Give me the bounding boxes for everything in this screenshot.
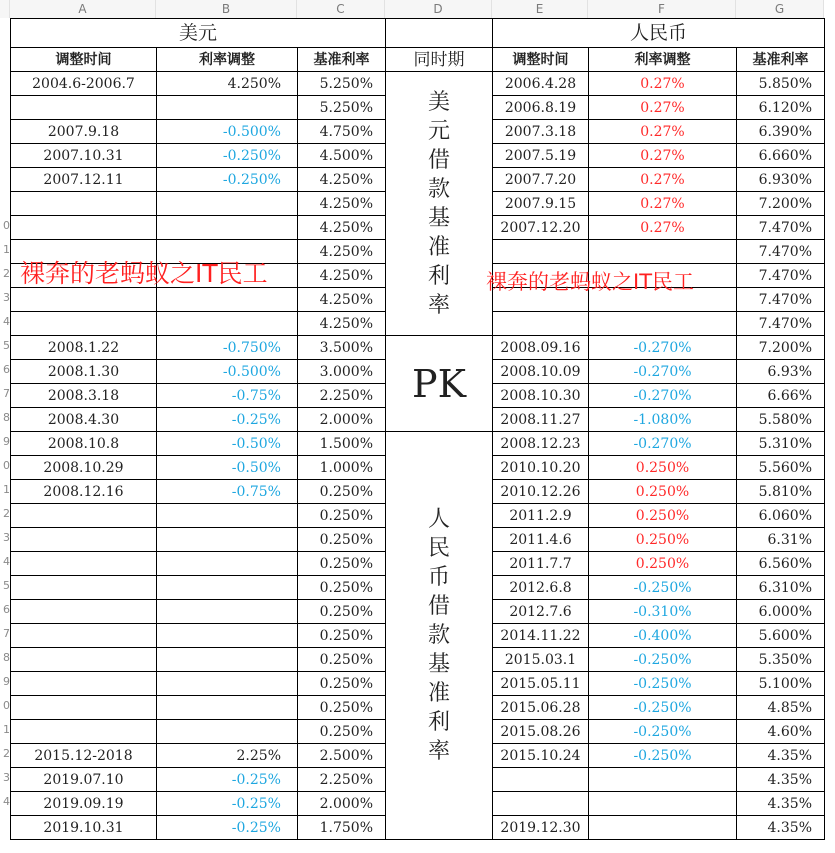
- cny-rate-adjust-cell: 0.27%: [589, 168, 737, 192]
- table-row: [11, 336, 825, 360]
- cny-base-rate-cell: 6.000%: [737, 600, 825, 624]
- usd-rate-adjust-cell: [157, 504, 298, 528]
- cny-base-rate-header: 基准利率: [737, 48, 825, 72]
- usd-rate-adjust-header: 利率调整: [157, 48, 298, 72]
- usd-adjust-time-cell: [11, 216, 157, 240]
- cny-base-rate-cell: 6.66%: [737, 384, 825, 408]
- row-number-gutter: [0, 18, 10, 814]
- usd-rate-adjust-cell: [157, 312, 298, 336]
- usd-base-rate-cell: 2.250%: [298, 768, 386, 792]
- usd-adjust-time-cell: 2008.3.18: [11, 384, 157, 408]
- usd-adjust-time-cell: 2019.07.10: [11, 768, 157, 792]
- usd-adjust-time-cell: [11, 600, 157, 624]
- cny-base-rate-cell: 5.350%: [737, 648, 825, 672]
- usd-adjust-time-cell: 2007.12.11: [11, 168, 157, 192]
- row-number: 5: [3, 339, 10, 352]
- cny-base-rate-cell: 6.390%: [737, 120, 825, 144]
- cny-adjust-time-cell: [493, 792, 589, 816]
- cny-rate-adjust-cell: -0.270%: [589, 384, 737, 408]
- cny-rate-adjust-cell: 0.250%: [589, 456, 737, 480]
- row-number: [0, 70, 10, 94]
- cny-rate-adjust-cell: 0.27%: [589, 192, 737, 216]
- cny-rate-adjust-cell: -1.080%: [589, 408, 737, 432]
- column-letter: A: [10, 0, 156, 18]
- row-number: 0: [3, 219, 10, 232]
- cny-adjust-time-cell: 2015.06.28: [493, 696, 589, 720]
- usd-rate-adjust-cell: -0.50%: [157, 456, 298, 480]
- usd-adjust-time-cell: 2007.9.18: [11, 120, 157, 144]
- cny-rate-adjust-cell: 0.27%: [589, 96, 737, 120]
- usd-base-rate-cell: 4.250%: [298, 264, 386, 288]
- cny-base-rate-cell: 7.470%: [737, 216, 825, 240]
- row-number: [0, 118, 10, 142]
- usd-base-rate-cell: 2.500%: [298, 744, 386, 768]
- row-number: [0, 142, 10, 166]
- cny-adjust-time-cell: 2015.03.1: [493, 648, 589, 672]
- usd-adjust-time-cell: 2008.10.29: [11, 456, 157, 480]
- usd-rate-adjust-cell: -0.500%: [157, 360, 298, 384]
- usd-base-rate-cell: 0.250%: [298, 504, 386, 528]
- cny-base-rate-cell: 6.93%: [737, 360, 825, 384]
- usd-base-rate-cell: 4.250%: [298, 216, 386, 240]
- cny-adjust-time-cell: 2008.11.27: [493, 408, 589, 432]
- column-letter: D: [385, 0, 492, 18]
- cny-rate-adjust-cell: -0.310%: [589, 600, 737, 624]
- cny-rate-adjust-header: 利率调整: [589, 48, 737, 72]
- row-number: 3: [3, 531, 10, 544]
- usd-base-rate-cell: 0.250%: [298, 672, 386, 696]
- cny-base-rate-cell: 6.120%: [737, 96, 825, 120]
- usd-adjust-time-cell: 2007.10.31: [11, 144, 157, 168]
- cny-base-rate-cell: 7.470%: [737, 240, 825, 264]
- row-number: 5: [3, 579, 10, 592]
- usd-rate-adjust-cell: 2.25%: [157, 744, 298, 768]
- usd-base-rate-cell: 4.750%: [298, 120, 386, 144]
- cny-base-rate-cell: 5.850%: [737, 72, 825, 96]
- cny-base-rate-cell: 4.60%: [737, 720, 825, 744]
- usd-base-rate-cell: 4.250%: [298, 288, 386, 312]
- cny-adjust-time-cell: 2019.12.30: [493, 816, 589, 840]
- usd-base-rate-cell: 0.250%: [298, 600, 386, 624]
- cny-period-label: [386, 432, 493, 840]
- usd-adjust-time-cell: 2004.6-2006.7: [11, 72, 157, 96]
- usd-base-rate-cell: 4.250%: [298, 192, 386, 216]
- row-number: 1: [3, 243, 10, 256]
- cny-base-rate-cell: 6.060%: [737, 504, 825, 528]
- cny-rate-adjust-cell: 0.250%: [589, 528, 737, 552]
- cny-adjust-time-cell: 2007.7.20: [493, 168, 589, 192]
- usd-rate-adjust-cell: -0.50%: [157, 432, 298, 456]
- cny-adjust-time-cell: 2011.7.7: [493, 552, 589, 576]
- cny-base-rate-cell: 5.310%: [737, 432, 825, 456]
- pk-label: PK: [386, 336, 493, 432]
- cny-base-rate-cell: 5.810%: [737, 480, 825, 504]
- usd-base-rate-cell: 0.250%: [298, 576, 386, 600]
- cny-base-rate-cell: 7.470%: [737, 264, 825, 288]
- row-number: 4: [3, 315, 10, 328]
- cny-adjust-time-cell: 2007.12.20: [493, 216, 589, 240]
- usd-rate-adjust-cell: -0.250%: [157, 168, 298, 192]
- usd-adjust-time-cell: 2008.1.30: [11, 360, 157, 384]
- row-number: [0, 18, 10, 46]
- cny-rate-adjust-cell: -0.250%: [589, 696, 737, 720]
- usd-adjust-time-cell: [11, 552, 157, 576]
- usd-rate-adjust-cell: -0.25%: [157, 816, 298, 840]
- cny-rate-adjust-cell: [589, 240, 737, 264]
- row-number: 0: [3, 699, 10, 712]
- column-letter: F: [588, 0, 736, 18]
- usd-rate-adjust-cell: [157, 552, 298, 576]
- row-number: 1: [3, 723, 10, 736]
- cny-base-rate-cell: 4.35%: [737, 816, 825, 840]
- cny-base-rate-cell: 5.580%: [737, 408, 825, 432]
- usd-base-rate-cell: 1.000%: [298, 456, 386, 480]
- usd-adjust-time-cell: 2015.12-2018: [11, 744, 157, 768]
- cny-rate-adjust-cell: 0.250%: [589, 480, 737, 504]
- cny-base-rate-cell: 5.560%: [737, 456, 825, 480]
- cny-rate-adjust-cell: -0.400%: [589, 624, 737, 648]
- usd-base-rate-cell: 0.250%: [298, 720, 386, 744]
- usd-adjust-time-cell: [11, 528, 157, 552]
- usd-period-label: [386, 72, 493, 336]
- row-number: [0, 190, 10, 214]
- row-number: 2: [3, 507, 10, 520]
- usd-base-rate-cell: 4.250%: [298, 240, 386, 264]
- usd-rate-adjust-cell: -0.25%: [157, 792, 298, 816]
- table-row: [11, 72, 825, 96]
- cny-adjust-time-cell: 2015.05.11: [493, 672, 589, 696]
- usd-adjust-time-header: 调整时间: [11, 48, 157, 72]
- cny-rate-adjust-cell: 0.27%: [589, 144, 737, 168]
- usd-rate-adjust-cell: [157, 96, 298, 120]
- usd-adjust-time-cell: [11, 648, 157, 672]
- usd-rate-adjust-cell: [157, 216, 298, 240]
- cny-base-rate-cell: 4.35%: [737, 768, 825, 792]
- usd-rate-adjust-cell: 4.250%: [157, 72, 298, 96]
- cny-adjust-time-cell: 2007.5.19: [493, 144, 589, 168]
- watermark-right: 裸奔的老蚂蚁之IT民工: [486, 270, 695, 294]
- usd-rate-adjust-cell: -0.250%: [157, 144, 298, 168]
- usd-base-rate-cell: 2.250%: [298, 384, 386, 408]
- cny-adjust-time-cell: [493, 768, 589, 792]
- usd-rate-adjust-cell: [157, 576, 298, 600]
- cny-base-rate-cell: 7.470%: [737, 312, 825, 336]
- usd-base-rate-cell: 0.250%: [298, 528, 386, 552]
- usd-base-rate-cell: 0.250%: [298, 552, 386, 576]
- corner-cell: [0, 0, 10, 18]
- cny-base-rate-cell: 7.470%: [737, 288, 825, 312]
- cny-rate-adjust-cell: [589, 816, 737, 840]
- cny-adjust-time-cell: 2012.7.6: [493, 600, 589, 624]
- cny-rate-adjust-cell: [589, 792, 737, 816]
- usd-rate-adjust-cell: [157, 720, 298, 744]
- rate-comparison-table: [10, 18, 825, 840]
- usd-adjust-time-cell: 2008.4.30: [11, 408, 157, 432]
- cny-rate-adjust-cell: -0.250%: [589, 720, 737, 744]
- cny-section-title: 人民币: [493, 19, 825, 48]
- row-number: 8: [3, 411, 10, 424]
- cny-rate-adjust-cell: -0.250%: [589, 648, 737, 672]
- row-number: 6: [3, 363, 10, 376]
- usd-adjust-time-cell: 2008.1.22: [11, 336, 157, 360]
- watermark-left: 裸奔的老蚂蚁之IT民工: [20, 259, 268, 288]
- cny-adjust-time-cell: 2008.10.30: [493, 384, 589, 408]
- usd-adjust-time-cell: [11, 576, 157, 600]
- usd-base-rate-cell: 0.250%: [298, 480, 386, 504]
- cny-rate-adjust-cell: -0.270%: [589, 336, 737, 360]
- usd-adjust-time-cell: 2008.10.8: [11, 432, 157, 456]
- cny-adjust-time-cell: 2006.8.19: [493, 96, 589, 120]
- cny-adjust-time-cell: 2015.08.26: [493, 720, 589, 744]
- cny-adjust-time-header: 调整时间: [493, 48, 589, 72]
- usd-rate-adjust-cell: [157, 624, 298, 648]
- cny-base-rate-cell: 7.200%: [737, 192, 825, 216]
- row-number: 8: [3, 651, 10, 664]
- usd-adjust-time-cell: [11, 312, 157, 336]
- empty-cell: [386, 19, 493, 48]
- cny-rate-adjust-cell: [589, 312, 737, 336]
- column-letter: B: [156, 0, 297, 18]
- usd-rate-adjust-cell: -0.500%: [157, 120, 298, 144]
- usd-base-rate-cell: 0.250%: [298, 624, 386, 648]
- usd-rate-adjust-cell: -0.25%: [157, 408, 298, 432]
- cny-rate-adjust-cell: 0.27%: [589, 120, 737, 144]
- usd-adjust-time-cell: [11, 720, 157, 744]
- cny-rate-adjust-cell: -0.250%: [589, 576, 737, 600]
- row-number: 4: [3, 555, 10, 568]
- row-number: 0: [3, 459, 10, 472]
- usd-section-title: 美元: [11, 19, 386, 48]
- cny-period-label-text: 人民币借款基准利率: [427, 507, 450, 764]
- cny-base-rate-cell: 6.930%: [737, 168, 825, 192]
- cny-rate-adjust-cell: 0.27%: [589, 216, 737, 240]
- usd-rate-adjust-cell: [157, 648, 298, 672]
- usd-base-rate-cell: 3.500%: [298, 336, 386, 360]
- usd-adjust-time-cell: [11, 288, 157, 312]
- usd-rate-adjust-cell: [157, 696, 298, 720]
- cny-base-rate-cell: 4.35%: [737, 792, 825, 816]
- cny-rate-adjust-cell: 0.27%: [589, 72, 737, 96]
- cny-adjust-time-cell: 2007.3.18: [493, 120, 589, 144]
- cny-adjust-time-cell: 2014.11.22: [493, 624, 589, 648]
- usd-base-rate-cell: 4.500%: [298, 144, 386, 168]
- cny-base-rate-cell: 5.600%: [737, 624, 825, 648]
- usd-rate-adjust-cell: -0.25%: [157, 768, 298, 792]
- column-header-bar: [0, 0, 824, 18]
- usd-base-rate-cell: 4.250%: [298, 168, 386, 192]
- usd-adjust-time-cell: [11, 192, 157, 216]
- usd-rate-adjust-cell: [157, 528, 298, 552]
- usd-adjust-time-cell: [11, 624, 157, 648]
- cny-base-rate-cell: 6.660%: [737, 144, 825, 168]
- column-letter: E: [492, 0, 588, 18]
- cny-rate-adjust-cell: -0.270%: [589, 360, 737, 384]
- cny-rate-adjust-cell: 0.250%: [589, 504, 737, 528]
- usd-rate-adjust-cell: [157, 600, 298, 624]
- cny-adjust-time-cell: 2006.4.28: [493, 72, 589, 96]
- cny-base-rate-cell: 7.200%: [737, 336, 825, 360]
- usd-rate-adjust-cell: -0.750%: [157, 336, 298, 360]
- row-number: 4: [3, 795, 10, 808]
- usd-base-rate-cell: 5.250%: [298, 96, 386, 120]
- cny-base-rate-cell: 6.310%: [737, 576, 825, 600]
- cny-adjust-time-cell: 2007.9.15: [493, 192, 589, 216]
- cny-base-rate-cell: 6.560%: [737, 552, 825, 576]
- usd-base-rate-cell: 0.250%: [298, 648, 386, 672]
- usd-adjust-time-cell: 2019.10.31: [11, 816, 157, 840]
- usd-adjust-time-cell: 2008.12.16: [11, 480, 157, 504]
- row-number: 6: [3, 603, 10, 616]
- row-number: 7: [3, 627, 10, 640]
- row-number: 9: [3, 675, 10, 688]
- column-letter: C: [297, 0, 385, 18]
- column-letter: G: [736, 0, 824, 18]
- row-number: [0, 94, 10, 118]
- row-number: 2: [3, 747, 10, 760]
- row-number: 3: [3, 291, 10, 304]
- row-number: [0, 46, 10, 70]
- usd-base-rate-cell: 0.250%: [298, 696, 386, 720]
- cny-adjust-time-cell: 2008.09.16: [493, 336, 589, 360]
- usd-rate-adjust-cell: [157, 192, 298, 216]
- cny-rate-adjust-cell: 0.250%: [589, 552, 737, 576]
- usd-base-rate-cell: 5.250%: [298, 72, 386, 96]
- cny-base-rate-cell: 5.100%: [737, 672, 825, 696]
- cny-adjust-time-cell: 2011.4.6: [493, 528, 589, 552]
- row-number: [0, 166, 10, 190]
- row-number: 1: [3, 483, 10, 496]
- usd-base-rate-cell: 1.500%: [298, 432, 386, 456]
- usd-rate-adjust-cell: -0.75%: [157, 384, 298, 408]
- usd-base-rate-cell: 2.000%: [298, 792, 386, 816]
- cny-rate-adjust-cell: -0.250%: [589, 672, 737, 696]
- row-number: 9: [3, 435, 10, 448]
- usd-adjust-time-cell: [11, 504, 157, 528]
- usd-base-rate-cell: 2.000%: [298, 408, 386, 432]
- cny-adjust-time-cell: 2012.6.8: [493, 576, 589, 600]
- cny-adjust-time-cell: [493, 312, 589, 336]
- usd-base-rate-header: 基准利率: [298, 48, 386, 72]
- cny-base-rate-cell: 4.35%: [737, 744, 825, 768]
- table-row: [11, 432, 825, 456]
- usd-adjust-time-cell: [11, 96, 157, 120]
- cny-adjust-time-cell: 2015.10.24: [493, 744, 589, 768]
- row-number: 7: [3, 387, 10, 400]
- cny-rate-adjust-cell: -0.250%: [589, 744, 737, 768]
- usd-adjust-time-cell: 2019.09.19: [11, 792, 157, 816]
- cny-base-rate-cell: 6.31%: [737, 528, 825, 552]
- cny-adjust-time-cell: 2011.2.9: [493, 504, 589, 528]
- cny-adjust-time-cell: 2010.12.26: [493, 480, 589, 504]
- usd-rate-adjust-cell: [157, 288, 298, 312]
- usd-period-label-text: 美元借款基准利率: [427, 89, 450, 318]
- usd-rate-adjust-cell: -0.75%: [157, 480, 298, 504]
- cny-adjust-time-cell: [493, 240, 589, 264]
- row-number: 3: [3, 771, 10, 784]
- cny-base-rate-cell: 4.85%: [737, 696, 825, 720]
- usd-rate-adjust-cell: [157, 672, 298, 696]
- usd-base-rate-cell: 4.250%: [298, 312, 386, 336]
- cny-adjust-time-cell: 2008.10.09: [493, 360, 589, 384]
- same-period-header: 同时期: [386, 48, 493, 72]
- usd-base-rate-cell: 1.750%: [298, 816, 386, 840]
- cny-adjust-time-cell: 2010.10.20: [493, 456, 589, 480]
- cny-rate-adjust-cell: -0.270%: [589, 432, 737, 456]
- usd-base-rate-cell: 3.000%: [298, 360, 386, 384]
- row-number: 2: [3, 267, 10, 280]
- cny-adjust-time-cell: 2008.12.23: [493, 432, 589, 456]
- usd-adjust-time-cell: [11, 672, 157, 696]
- usd-adjust-time-cell: [11, 696, 157, 720]
- cny-rate-adjust-cell: [589, 768, 737, 792]
